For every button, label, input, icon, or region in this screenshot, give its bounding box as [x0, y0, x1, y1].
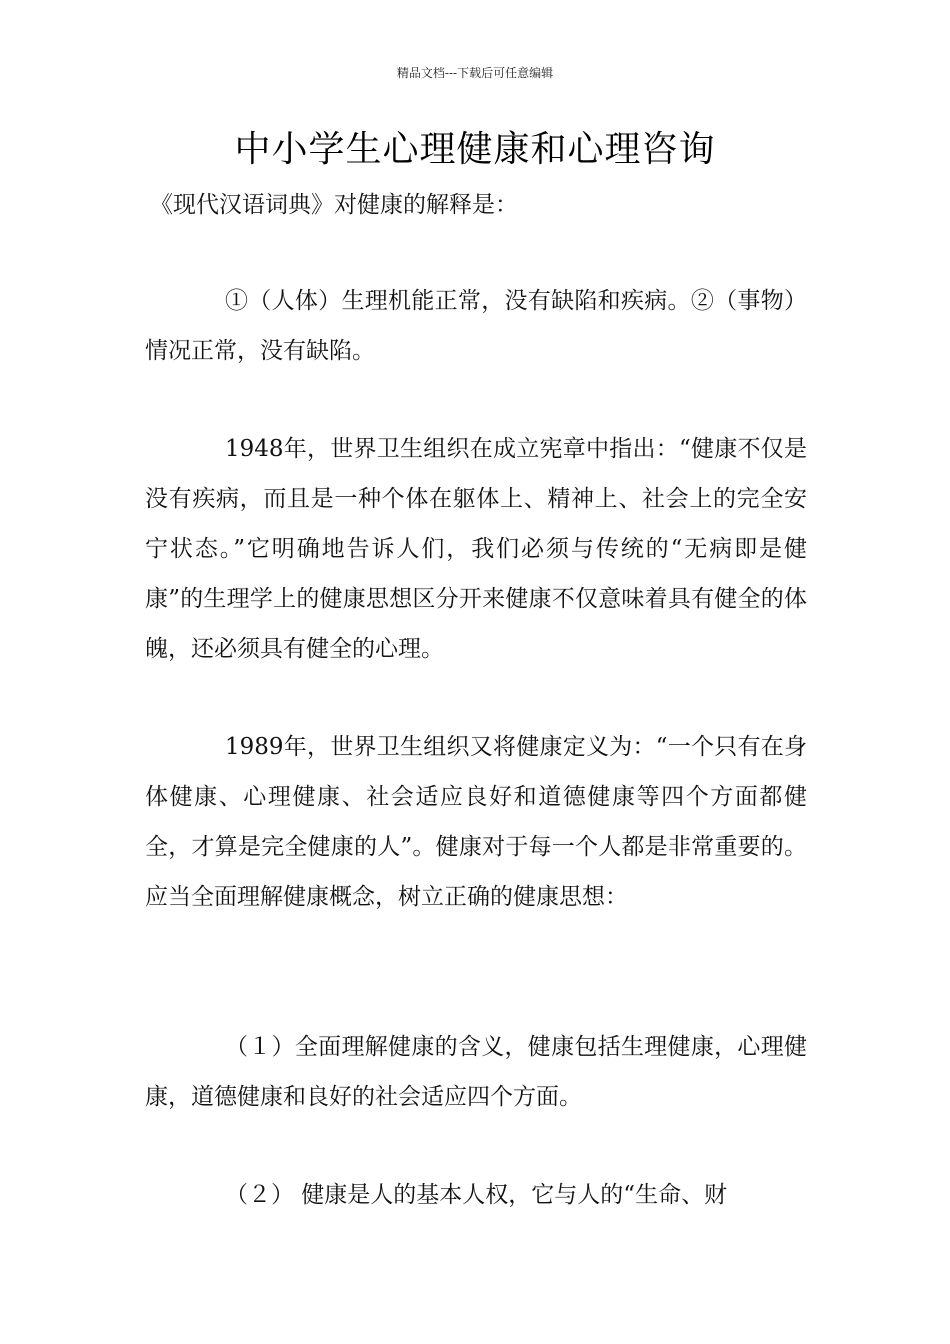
paragraph-item-1: （１）全面理解健康的含义，健康包括生理健康，心理健康，道德健康和良好的社会适应四个方面。	[145, 1034, 807, 1110]
intro-paragraph: 《现代汉语词典》对健康的解释是：	[150, 192, 518, 218]
paragraph-item-2: （２） 健康是人的基本人权，它与人的“生命、财	[225, 1182, 728, 1208]
paragraph-definition: ①（人体）生理机能正常，没有缺陷和疾病。②（事物）情况正常，没有缺陷。	[145, 288, 807, 364]
paragraph-1948: 1948年，世界卫生组织在成立宪章中指出：“健康不仅是没有疾病，而且是一种个体在躯体上、精神上、社会上的完全安宁状态。”它明确地告诉人们，我们必须与传统的“无病即是健康”的生理学上的健康思想区分开来健康不仅意味着具有健全的体魄，还必须具有健全的心理。	[145, 436, 807, 662]
document-title: 中小学生心理健康和心理咨询	[234, 129, 716, 170]
paragraph-1989: 1989年，世界卫生组织又将健康定义为：“一个只有在身体健康、心理健康、社会适应良好和道德健康等四个方面都健全，才算是完全健康的人”。健康对于每一个人都是非常重要的。应当全面理解健康概念，树立正确的健康思想：	[145, 734, 807, 910]
page-header: 精品文档---下载后可任意编辑	[396, 66, 554, 80]
